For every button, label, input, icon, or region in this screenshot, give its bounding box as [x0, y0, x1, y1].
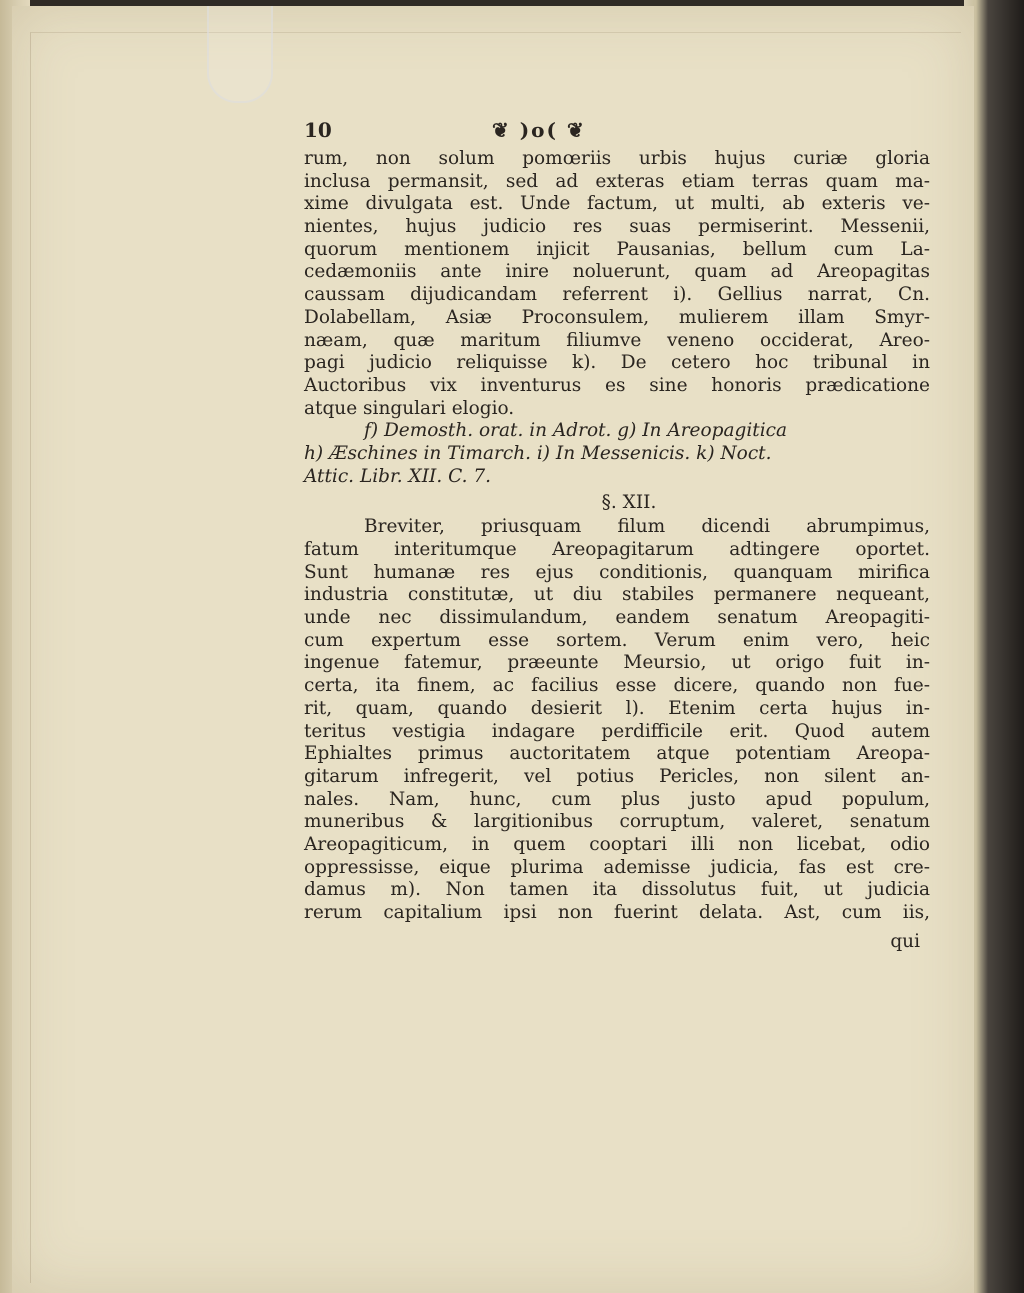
text-line: Dolabellam, Asiæ Proconsulem, mulierem illam Smyr- [304, 306, 930, 328]
page-clip [207, 6, 273, 103]
text-line: muneribus & largitionibus corruptum, valeret, senatum [304, 811, 930, 833]
text-line: rit, quam, quando desierit l). Etenim certa hujus in- [304, 697, 930, 719]
text-line: industria constitutæ, ut diu stabiles permanere nequeant, [304, 584, 930, 606]
text-line: caussam dijudicandam referrent i). Gellius narrat, Cn. [304, 284, 930, 306]
text-line: gitarum infregerit, vel potius Pericles, non silent an- [304, 765, 930, 787]
text-line: unde nec dissimulandum, eandem senatum Areopagiti- [304, 607, 930, 629]
text-line: certa, ita finem, ac facilius esse dicere, quando non fue- [304, 675, 930, 697]
text-line: pagi judicio reliquisse k). De cetero hoc tribunal in [304, 352, 930, 374]
text-line: næam, quæ maritum filiumve veneno occiderat, Areo- [304, 329, 930, 351]
running-header [304, 118, 930, 148]
text-line: quorum mentionem injicit Pausanias, bellum cum La- [304, 238, 930, 260]
text-line: Auctoribus vix inventurus es sine honoris prædicatione [304, 374, 930, 396]
section-heading: §. XII. [601, 492, 657, 514]
paragraph-1 [304, 148, 930, 420]
footnote-line: f) Demosth. orat. in Adrot. g) In Areopagitica [364, 420, 788, 442]
text-line: nientes, hujus judicio res suas permiserint. Messenii, [304, 216, 930, 238]
text-line: teritus vestigia indagare perdifficile erit. Quod autem [304, 720, 930, 742]
text-line: Ephialtes primus auctoritatem atque potentiam Areopa- [304, 743, 930, 765]
text-line: fatum interitumque Areopagitarum adtingere oportet. [304, 539, 930, 560]
footnote-line: Attic. Libr. XII. C. 7. [304, 465, 492, 487]
text-line: nales. Nam, hunc, cum plus justo apud populum, [304, 788, 930, 810]
text-line: rum, non solum pomœriis urbis hujus curiæ gloria [304, 148, 930, 169]
text-line: ingenue fatemur, præeunte Meursio, ut origo fuit in- [304, 652, 930, 674]
footnote-line: h) Æschines in Timarch. i) In Messenicis. k) Noct. [304, 442, 772, 464]
text-line: oppressisse, eique plurima ademisse judicia, fas est cre- [304, 856, 930, 878]
text-line: Sunt humanæ res ejus conditionis, quanquam mirifica [304, 561, 930, 583]
text-line: cum expertum esse sortem. Verum enim vero, heic [304, 629, 930, 651]
text-block [304, 118, 930, 953]
footnotes [304, 420, 930, 488]
text-line: Breviter, priusquam filum dicendi abrumpimus, [364, 516, 930, 538]
text-line: Areopagiticum, in quem cooptari illi non licebat, odio [304, 833, 930, 855]
paragraph-2 [304, 516, 930, 924]
catchword: qui [890, 930, 920, 952]
header-ornament: ❦ )o( ❦ [492, 118, 586, 142]
text-line: xime divulgata est. Unde factum, ut multi, ab exteris ve- [304, 193, 930, 215]
page-number: 10 [304, 118, 332, 142]
text-line: atque singulari elogio. [304, 397, 515, 419]
text-line: inclusa permansit, sed ad exteras etiam terras quam ma- [304, 170, 930, 192]
text-line: damus m). Non tamen ita dissolutus fuit, ut judicia [304, 879, 930, 901]
text-line: rerum capitalium ipsi non fuerint delata. Ast, cum iis, [304, 902, 930, 923]
text-line: cedæmoniis ante inire noluerunt, quam ad Areopagitas [304, 261, 930, 283]
